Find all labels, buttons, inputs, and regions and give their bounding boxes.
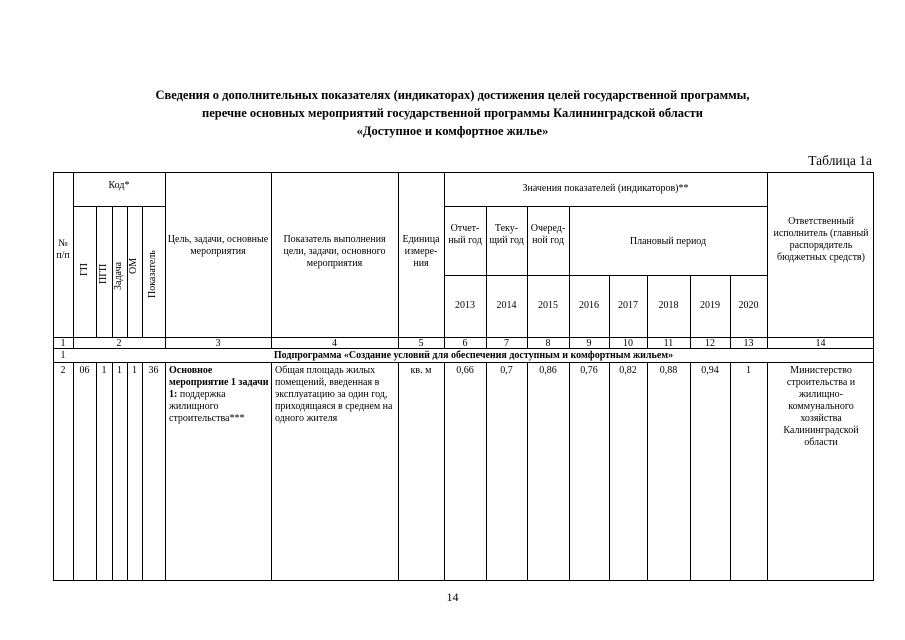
year-2019: 2019 — [700, 300, 720, 311]
value-2019: 0,94 — [701, 365, 719, 376]
header-indicator: Показатель выполнения цели, задачи, основного мероприятия — [283, 234, 386, 269]
year-2013: 2013 — [455, 300, 475, 311]
year-2016: 2016 — [579, 300, 599, 311]
header-responsible: Ответственный исполнитель (главный распорядитель бюджетных средств) — [773, 216, 869, 263]
year-2020: 2020 — [738, 300, 759, 311]
header-num: № п/п — [56, 238, 70, 261]
year-2014: 2014 — [496, 300, 517, 311]
year-2017: 2017 — [618, 300, 638, 311]
col-number: 6 — [462, 338, 468, 349]
title-line-1: Сведения о дополнительных показателях (индикаторах) достижения целей государственной программы, — [155, 88, 750, 102]
code-indicator: 36 — [148, 365, 159, 376]
subprogram-num: 1 — [60, 350, 66, 361]
value-2016: 0,76 — [580, 365, 598, 376]
col-number: 3 — [215, 338, 221, 349]
year-2018: 2018 — [658, 300, 679, 311]
col-number: 11 — [663, 338, 674, 349]
header-report-year: Отчет-ный год — [448, 223, 482, 246]
header-next-year: Очеред-ной год — [530, 223, 566, 246]
col-number: 5 — [418, 338, 424, 349]
header-values: Значения показателей (индикаторов)** — [522, 183, 689, 194]
indicators-table — [53, 172, 874, 581]
header-plan-period: Плановый период — [629, 236, 707, 247]
code-gp: 06 — [79, 365, 90, 376]
header-kod-task: Задача — [113, 261, 124, 290]
value-2017: 0,82 — [619, 365, 637, 376]
col-number: 2 — [116, 338, 122, 349]
table-label: Таблица 1а — [808, 153, 872, 168]
value-2015: 0,86 — [539, 365, 557, 376]
header-goal: Цель, задачи, основные мероприятия — [167, 234, 269, 257]
header-kod-om: ОМ — [128, 257, 139, 274]
header-kod: Код* — [108, 180, 130, 191]
unit-cell: кв. м — [410, 365, 432, 376]
header-kod-indicator: Показатель — [147, 250, 158, 298]
col-number: 12 — [705, 338, 715, 349]
goal-cell — [169, 365, 269, 425]
title-line-2: перечне основных мероприятий государственной программы Калининградской области — [202, 106, 703, 120]
col-number: 1 — [60, 338, 66, 349]
code-task: 1 — [117, 365, 122, 376]
value-2014: 0,7 — [500, 365, 513, 376]
header-kod-gp: ГП — [79, 262, 90, 276]
value-2020: 1 — [746, 365, 751, 376]
title-line-3: «Доступное и комфортное жилье» — [356, 124, 549, 138]
row-num: 2 — [60, 365, 66, 376]
page-number: 14 — [446, 590, 459, 604]
col-number: 14 — [815, 338, 826, 349]
col-number: 10 — [623, 338, 633, 349]
header-current-year: Теку-щий год — [489, 223, 524, 246]
value-2018: 0,88 — [659, 365, 678, 376]
responsible-cell: Министерство строительства и жилищно-коммунального хозяйства Калининградской области — [783, 365, 859, 448]
code-pgp: 1 — [101, 365, 107, 376]
goal-description: поддержка жилищного строительства*** — [169, 389, 245, 424]
col-number: 13 — [743, 338, 754, 349]
code-om: 1 — [132, 365, 137, 376]
goal-title: Основное мероприятие 1 задачи 1: — [169, 365, 269, 400]
header-unit: Единица измере-ния — [402, 234, 440, 269]
header-kod-pgp: ПГП — [98, 263, 109, 284]
col-number: 8 — [545, 338, 551, 349]
year-2015: 2015 — [538, 300, 558, 311]
subprogram-title: Подпрограмма «Создание условий для обеспечения доступным и комфортным жильем» — [273, 350, 674, 361]
value-2013: 0,66 — [456, 365, 474, 376]
indicator-cell: Общая площадь жилых помещений, введенная в эксплуатацию за один год, приходящаяся в среднем на одного жителя — [275, 365, 393, 424]
col-number: 9 — [586, 338, 592, 349]
col-number: 7 — [504, 338, 509, 349]
col-number: 4 — [332, 338, 337, 349]
